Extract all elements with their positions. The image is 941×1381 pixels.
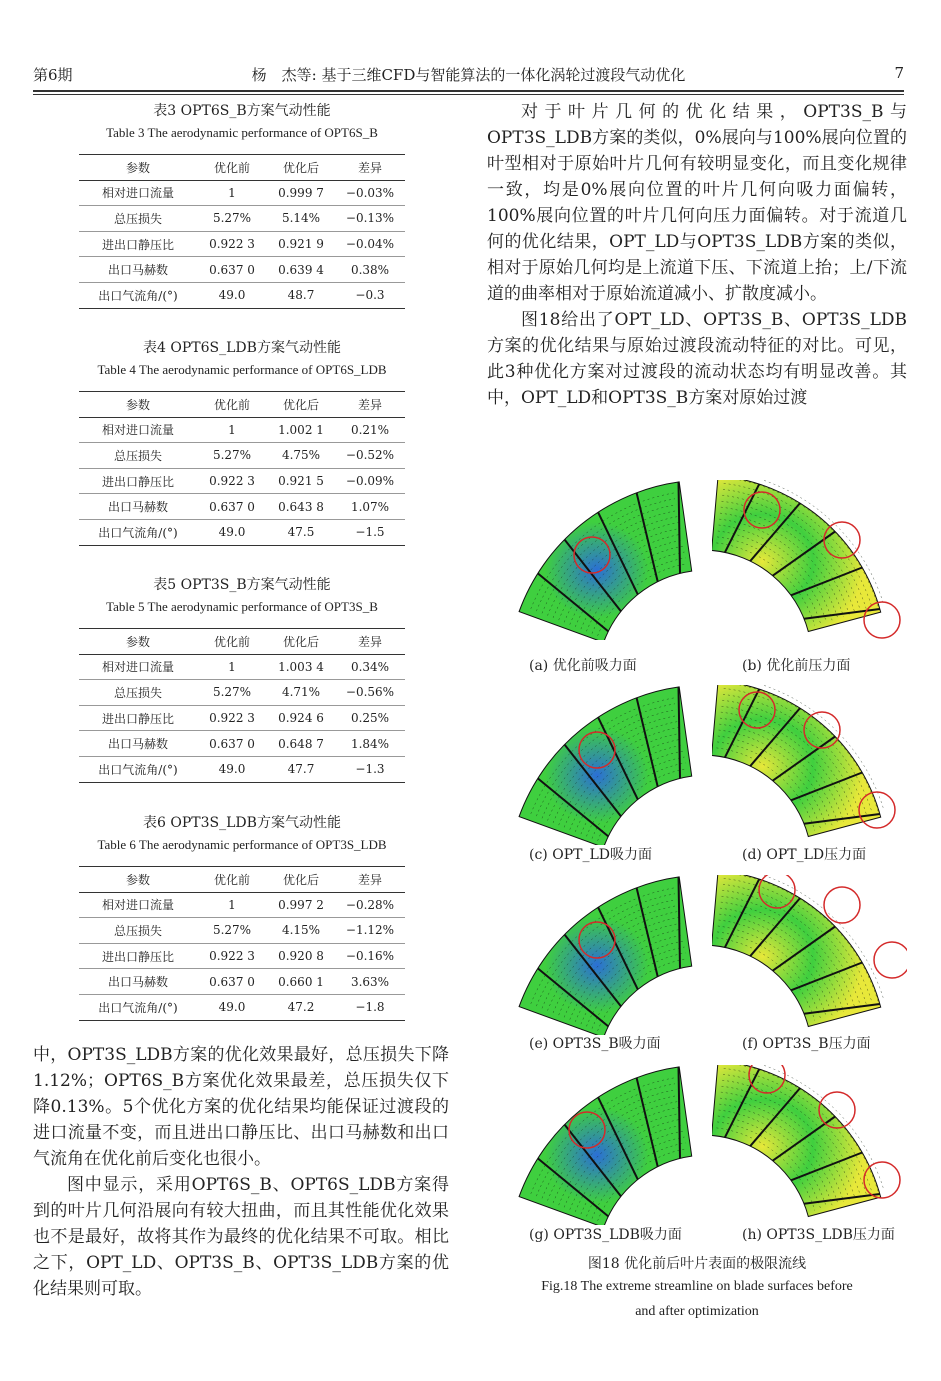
table-cell: 0.922 3 <box>197 943 267 969</box>
table-row <box>79 180 405 206</box>
table-cell: 出口气流角/(°) <box>79 519 197 545</box>
table-header-row <box>79 629 405 655</box>
subfigure-label: (a) 优化前吸力面 <box>529 658 637 674</box>
data-table-6 <box>79 812 405 1021</box>
table-row <box>79 994 405 1020</box>
table-cell: 总压损失 <box>79 443 197 469</box>
data-table-4 <box>79 337 405 546</box>
page-number: 7 <box>894 64 904 82</box>
table-cell: 总压损失 <box>79 918 197 944</box>
table-body <box>79 628 405 783</box>
table-row <box>79 969 405 995</box>
table-cell: 出口气流角/(°) <box>79 756 197 782</box>
table-cell: 进出口静压比 <box>79 705 197 731</box>
column-header: 参数 <box>79 629 197 655</box>
table-cell: 出口马赫数 <box>79 494 197 520</box>
table-cell: 47.7 <box>267 756 335 782</box>
table-cell: 47.5 <box>267 519 335 545</box>
table-header-row <box>79 155 405 181</box>
table-cell: 4.71% <box>267 680 335 706</box>
column-header: 参数 <box>79 155 197 181</box>
table-cell: 5.14% <box>267 206 335 232</box>
table-row <box>79 918 405 944</box>
table-cell: 1.003 4 <box>267 654 335 680</box>
subfigure-label: (b) 优化前压力面 <box>742 658 851 674</box>
column-header: 优化前 <box>197 867 267 893</box>
streamline-panel <box>712 480 907 640</box>
paragraph: 对于叶片几何的优化结果，OPT3S_B与OPT3S_LDB方案的类似，0%展向与100%展向位置的叶型相对于原始叶片几何有较明显变化，而且变化规律一致，均是0%展向位置的叶片几何向吸力面偏转，100%展向位置的叶片几何向压力面偏转。对于流道几何的优化结果，OPT_LD与OPT3S_LDB方案的类似，相对于原始几何均是上流道下压、下流道上抬；上/下流道的曲率相对于原始流道减小、扩散度减小。 <box>487 102 907 304</box>
table-row <box>79 257 405 283</box>
table-cell: 0.648 7 <box>267 731 335 757</box>
figure-caption-en-2: and after optimization <box>635 1304 759 1319</box>
table-cell: 相对进口流量 <box>79 654 197 680</box>
table-cell: −0.3 <box>335 282 405 308</box>
table-cell: 0.920 8 <box>267 943 335 969</box>
table-cell: 进出口静压比 <box>79 943 197 969</box>
table-cell: 49.0 <box>197 282 267 308</box>
table-cell: 0.21% <box>335 417 405 443</box>
column-header: 差异 <box>335 155 405 181</box>
table-caption-cn: 表5 OPT3S_B方案气动性能 <box>153 577 331 593</box>
highlight-circle <box>864 602 900 638</box>
column-header: 优化前 <box>197 629 267 655</box>
column-header: 差异 <box>335 629 405 655</box>
table-row <box>79 705 405 731</box>
table-cell: 0.922 3 <box>197 231 267 257</box>
table-caption-cn: 表3 OPT6S_B方案气动性能 <box>153 103 331 119</box>
table-cell: 49.0 <box>197 756 267 782</box>
table-cell: 0.999 7 <box>267 180 335 206</box>
table-cell: 49.0 <box>197 519 267 545</box>
table-caption-en: Table 5 The aerodynamic performance of OPT3S_B <box>106 599 378 614</box>
streamline-panel <box>712 1065 907 1225</box>
table-row <box>79 943 405 969</box>
table-cell: 0.637 0 <box>197 494 267 520</box>
table-cell: −0.28% <box>335 892 405 918</box>
table-cell: 出口气流角/(°) <box>79 994 197 1020</box>
header-rule-thin <box>33 94 904 95</box>
table-row <box>79 282 405 308</box>
table-row <box>79 519 405 545</box>
table-cell: −1.12% <box>335 918 405 944</box>
table-row <box>79 231 405 257</box>
table-cell: 49.0 <box>197 994 267 1020</box>
highlight-circle <box>874 942 907 978</box>
table-header-row <box>79 867 405 893</box>
table-cell: 47.2 <box>267 994 335 1020</box>
table-cell: −0.56% <box>335 680 405 706</box>
table-cell: 0.637 0 <box>197 257 267 283</box>
column-header: 差异 <box>335 867 405 893</box>
running-header <box>33 64 904 90</box>
table-cell: 0.922 3 <box>197 705 267 731</box>
streamline-panel <box>487 480 697 640</box>
table-cell: 出口马赫数 <box>79 731 197 757</box>
table-cell: 0.34% <box>335 654 405 680</box>
table-cell: 0.921 9 <box>267 231 335 257</box>
paragraph: 图18给出了OPT_LD、OPT3S_B、OPT3S_LDB方案的优化结果与原始过渡段流动特征的对比。可见，此3种优化方案对过渡段的流动状态均有明显改善。其中，OPT_LD和OPT3S_B方案对原始过渡 <box>487 310 907 408</box>
column-header: 优化后 <box>267 155 335 181</box>
table-row <box>79 417 405 443</box>
table-cell: 出口气流角/(°) <box>79 282 197 308</box>
subfigure-label: (h) OPT3S_LDB压力面 <box>742 1227 895 1243</box>
table-cell: 48.7 <box>267 282 335 308</box>
table-cell: 0.38% <box>335 257 405 283</box>
table-cell: 0.639 4 <box>267 257 335 283</box>
table-cell: 相对进口流量 <box>79 180 197 206</box>
flow-passage-surface <box>712 1065 881 1217</box>
streamline-panel <box>487 685 697 845</box>
table-cell: 4.75% <box>267 443 335 469</box>
issue-number: 第6期 <box>33 66 73 84</box>
table-header-row <box>79 392 405 418</box>
flow-passage-surface <box>712 480 881 632</box>
table-cell: 出口马赫数 <box>79 257 197 283</box>
flow-passage-surface <box>712 685 881 837</box>
table-cell: 总压损失 <box>79 206 197 232</box>
data-table-3 <box>79 100 405 309</box>
table-caption-cn: 表6 OPT3S_LDB方案气动性能 <box>143 815 341 831</box>
flow-passage-surface <box>519 1067 692 1225</box>
table-cell: −0.04% <box>335 231 405 257</box>
column-header: 优化后 <box>267 392 335 418</box>
column-header: 参数 <box>79 867 197 893</box>
table-cell: 进出口静压比 <box>79 231 197 257</box>
table-cell: −0.13% <box>335 206 405 232</box>
table-cell: 1.07% <box>335 494 405 520</box>
table-cell: 相对进口流量 <box>79 417 197 443</box>
table-cell: 总压损失 <box>79 680 197 706</box>
table-row <box>79 494 405 520</box>
table-caption-cn: 表4 OPT6S_LDB方案气动性能 <box>143 340 341 356</box>
table-row <box>79 731 405 757</box>
table-cell: 1 <box>197 892 267 918</box>
table-caption-en: Table 6 The aerodynamic performance of OPT3S_LDB <box>97 837 387 852</box>
table-cell: 1.002 1 <box>267 417 335 443</box>
table-row <box>79 680 405 706</box>
table-cell: 1 <box>197 180 267 206</box>
streamline-panel <box>712 685 907 845</box>
table-caption-en: Table 4 The aerodynamic performance of OPT6S_LDB <box>97 362 387 377</box>
table-cell: 5.27% <box>197 680 267 706</box>
figure-caption-cn: 图18 优化前后叶片表面的极限流线 <box>587 1256 807 1272</box>
streamline-panel <box>487 875 697 1035</box>
table-cell: −1.3 <box>335 756 405 782</box>
table-cell: 5.27% <box>197 443 267 469</box>
table-cell: 1 <box>197 417 267 443</box>
table-cell: 1.84% <box>335 731 405 757</box>
table-cell: 0.637 0 <box>197 969 267 995</box>
table-cell: −0.09% <box>335 468 405 494</box>
table-cell: 0.921 5 <box>267 468 335 494</box>
table-cell: 0.660 1 <box>267 969 335 995</box>
table-row <box>79 443 405 469</box>
flow-passage-surface <box>712 875 881 1027</box>
table-cell: 0.637 0 <box>197 731 267 757</box>
table-caption-en: Table 3 The aerodynamic performance of OPT6S_B <box>106 125 378 140</box>
subfigure-label: (c) OPT_LD吸力面 <box>529 847 652 863</box>
table-cell: 0.997 2 <box>267 892 335 918</box>
streamline-panel <box>487 1065 697 1225</box>
left-column-text <box>33 1042 449 1302</box>
table-cell: −0.52% <box>335 443 405 469</box>
table-row <box>79 654 405 680</box>
table-body <box>79 391 405 546</box>
table-row <box>79 892 405 918</box>
table-cell: 0.922 3 <box>197 468 267 494</box>
column-header: 优化后 <box>267 629 335 655</box>
streamline-panel <box>712 875 907 1035</box>
table-row <box>79 756 405 782</box>
table-cell: 出口马赫数 <box>79 969 197 995</box>
column-header: 优化后 <box>267 867 335 893</box>
column-header: 差异 <box>335 392 405 418</box>
flow-passage-surface <box>519 482 692 640</box>
table-body <box>79 866 405 1021</box>
table-cell: 1 <box>197 654 267 680</box>
right-column-text <box>487 99 907 411</box>
table-cell: 相对进口流量 <box>79 892 197 918</box>
column-header: 优化前 <box>197 392 267 418</box>
header-rule-thick <box>33 90 904 92</box>
table-cell: 0.25% <box>335 705 405 731</box>
subfigure-label: (f) OPT3S_B压力面 <box>742 1036 871 1052</box>
table-cell: 3.63% <box>335 969 405 995</box>
subfigure-label: (d) OPT_LD压力面 <box>742 847 867 863</box>
table-body <box>79 154 405 309</box>
column-header: 参数 <box>79 392 197 418</box>
table-cell: −0.03% <box>335 180 405 206</box>
subfigure-label: (g) OPT3S_LDB吸力面 <box>529 1227 682 1243</box>
table-cell: 5.27% <box>197 918 267 944</box>
figure-caption-en-1: Fig.18 The extreme streamline on blade surfaces before <box>541 1279 853 1294</box>
table-cell: 4.15% <box>267 918 335 944</box>
table-cell: 进出口静压比 <box>79 468 197 494</box>
table-row <box>79 206 405 232</box>
table-cell: 0.643 8 <box>267 494 335 520</box>
highlight-circle <box>824 887 860 923</box>
table-cell: −1.5 <box>335 519 405 545</box>
table-cell: −0.16% <box>335 943 405 969</box>
table-cell: 0.924 6 <box>267 705 335 731</box>
subfigure-label: (e) OPT3S_B吸力面 <box>529 1036 661 1052</box>
table-row <box>79 468 405 494</box>
table-cell: −1.8 <box>335 994 405 1020</box>
paragraph: 中，OPT3S_LDB方案的优化效果最好，总压损失下降1.12%；OPT6S_B方案优化效果最差，总压损失仅下降0.13%。5个优化方案的优化结果均能保证过渡段的进口流量不变，而且进出口静压比、出口马赫数和出口气流角在优化前后变化也很小。 <box>33 1045 449 1169</box>
data-table-5 <box>79 574 405 783</box>
paragraph: 图中显示，采用OPT6S_B、OPT6S_LDB方案得到的叶片几何沿展向有较大扭曲，而且其性能优化效果也不是最好，故将其作为最终的优化结果不可取。相比之下，OPT_LD、OPT3S_B、OPT3S_LDB方案的优化结果则可取。 <box>33 1175 449 1299</box>
running-title: 杨 杰等: 基于三维CFD与智能算法的一体化涡轮过渡段气动优化 <box>251 66 686 84</box>
table-cell: 5.27% <box>197 206 267 232</box>
column-header: 优化前 <box>197 155 267 181</box>
